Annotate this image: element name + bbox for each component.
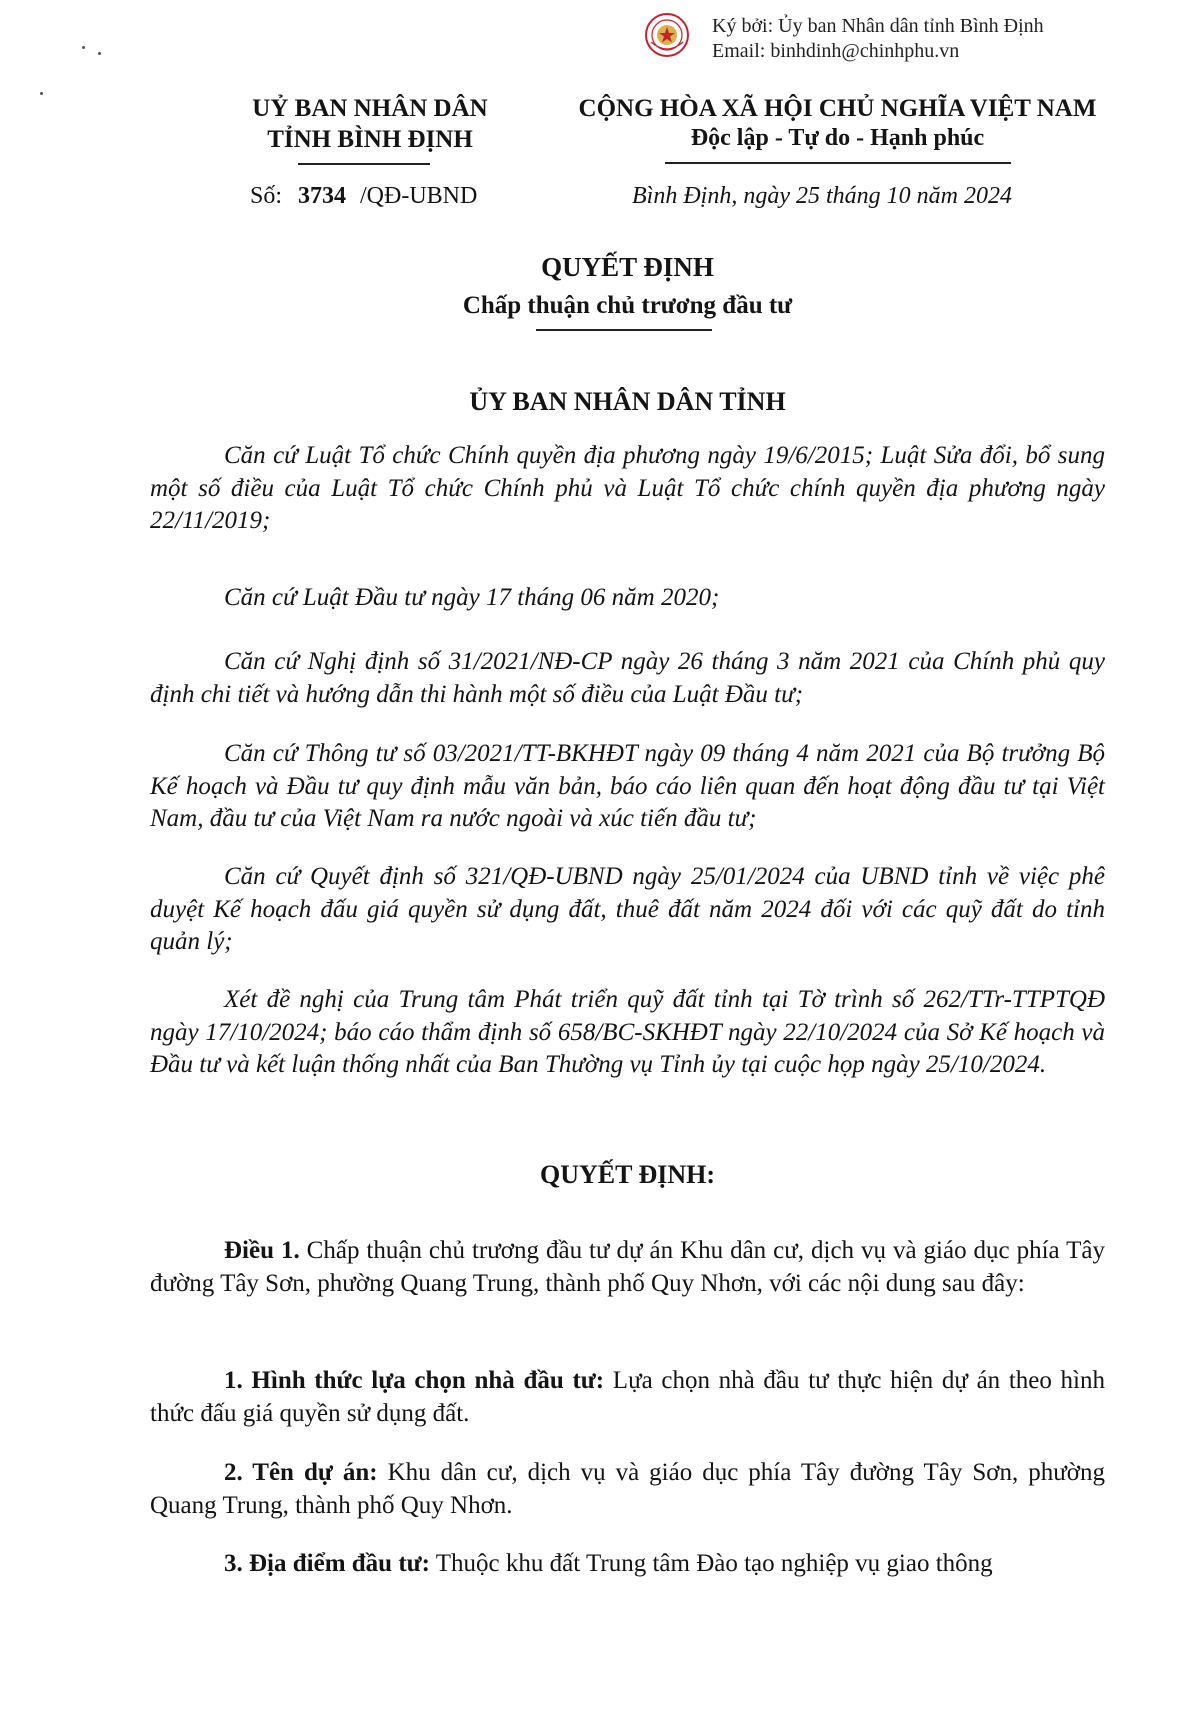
item-label: 3. Địa điểm đầu tư: xyxy=(224,1550,430,1577)
preamble-paragraph: Xét đề nghị của Trung tâm Phát triển quỹ đất tỉnh tại Tờ trình số 262/TTr-TTPTQĐ ngày 17/10/2024; báo cáo thẩm định số 658/BC-SKHĐT ngày 22/10/2024 của Sở Kế hoạch và Đầu tư và kết luận thống nhất của Ban Thường vụ Tỉnh ủy tại cuộc họp ngày 25/10/2024. xyxy=(150,986,1105,1078)
article-item xyxy=(150,1365,1105,1430)
number-suffix: /QĐ-UBND xyxy=(360,183,478,209)
document-number xyxy=(250,183,477,210)
national-emblem-seal-icon xyxy=(644,12,690,58)
article-item xyxy=(150,1548,1105,1581)
issuer-line2: TỈNH BÌNH ĐỊNH xyxy=(267,126,473,153)
article-1 xyxy=(150,1235,1105,1300)
item-text: Lựa chọn nhà đầu tư thực hiện dự án theo hình thức đấu giá quyền sử dụng đất. xyxy=(150,1367,1106,1427)
number-value: 3734 xyxy=(298,183,347,209)
authority-heading: ỦY BAN NHÂN DÂN TỈNH xyxy=(469,387,786,416)
preamble-paragraph: Căn cứ Nghị định số 31/2021/NĐ-CP ngày 26 tháng 3 năm 2021 của Chính phủ quy định chi tiết và hướng dẫn thi hành một số điều của Luật Đầu tư; xyxy=(150,648,1105,708)
item-label: 1. Hình thức lựa chọn nhà đầu tư: xyxy=(224,1367,605,1394)
article-item xyxy=(150,1457,1105,1522)
subtitle-underline xyxy=(536,329,712,331)
signature-signed-by: Ký bởi: Ủy ban Nhân dân tỉnh Bình Định xyxy=(712,15,1044,37)
decision-heading: QUYẾT ĐỊNH: xyxy=(539,1160,716,1189)
scan-speck xyxy=(40,92,43,95)
preamble-paragraph: Căn cứ Quyết định số 321/QĐ-UBND ngày 25/01/2024 của UBND tỉnh về việc phê duyệt Kế hoạch đấu giá quyền sử dụng đất, thuê đất năm 2024 đối với các quỹ đất do tỉnh quản lý; xyxy=(150,863,1105,955)
item-text: Thuộc khu đất Trung tâm Đào tạo nghiệp vụ giao thông xyxy=(429,1550,993,1577)
nation-line1: CỘNG HÒA XÃ HỘI CHỦ NGHĨA VIỆT NAM xyxy=(578,95,1097,122)
article-1-label: Điều 1. xyxy=(224,1237,300,1264)
item-text: Khu dân cư, dịch vụ và giáo dục phía Tây đường Tây Sơn, phường Quang Trung, thành phố Quy Nhơn. xyxy=(150,1459,1105,1519)
article-1-text: Chấp thuận chủ trương đầu tư dự án Khu dân cư, dịch vụ và giáo dục phía Tây đường Tây Sơn, phường Quang Trung, thành phố Quy Nhơn, với các nội dung sau đây: xyxy=(150,1237,1106,1297)
issuer-underline xyxy=(298,163,430,165)
document-title: QUYẾT ĐỊNH xyxy=(541,252,714,282)
motto-underline xyxy=(665,162,1011,164)
issuer-line1: UỶ BAN NHÂN DÂN xyxy=(252,95,488,122)
nation-motto: Độc lập - Tự do - Hạnh phúc xyxy=(690,125,985,151)
preamble-paragraph: Căn cứ Thông tư số 03/2021/TT-BKHĐT ngày 09 tháng 4 năm 2021 của Bộ trưởng Bộ Kế hoạch và Đầu tư quy định mẫu văn bản, báo cáo liên quan đến hoạt động đầu tư tại Việt Nam, đầu tư của Việt Nam ra nước ngoài và xúc tiến đầu tư; xyxy=(150,740,1105,832)
issue-date: Bình Định, ngày 25 tháng 10 năm 2024 xyxy=(632,183,1012,209)
signature-email: Email: binhdinh@chinhphu.vn xyxy=(712,40,960,62)
item-label: 2. Tên dự án: xyxy=(224,1459,378,1486)
document-subtitle: Chấp thuận chủ trương đầu tư xyxy=(462,292,793,319)
preamble-paragraph: Căn cứ Luật Tổ chức Chính quyền địa phương ngày 19/6/2015; Luật Sửa đổi, bổ sung một số điều của Luật Tổ chức Chính phủ và Luật Tổ chức chính quyền địa phương ngày 22/11/2019; xyxy=(150,442,1105,534)
number-prefix: Số: xyxy=(250,183,283,209)
scan-speck xyxy=(98,52,101,55)
scan-speck xyxy=(82,46,85,49)
preamble-paragraph: Căn cứ Luật Đầu tư ngày 17 tháng 06 năm 2020; xyxy=(224,584,720,611)
